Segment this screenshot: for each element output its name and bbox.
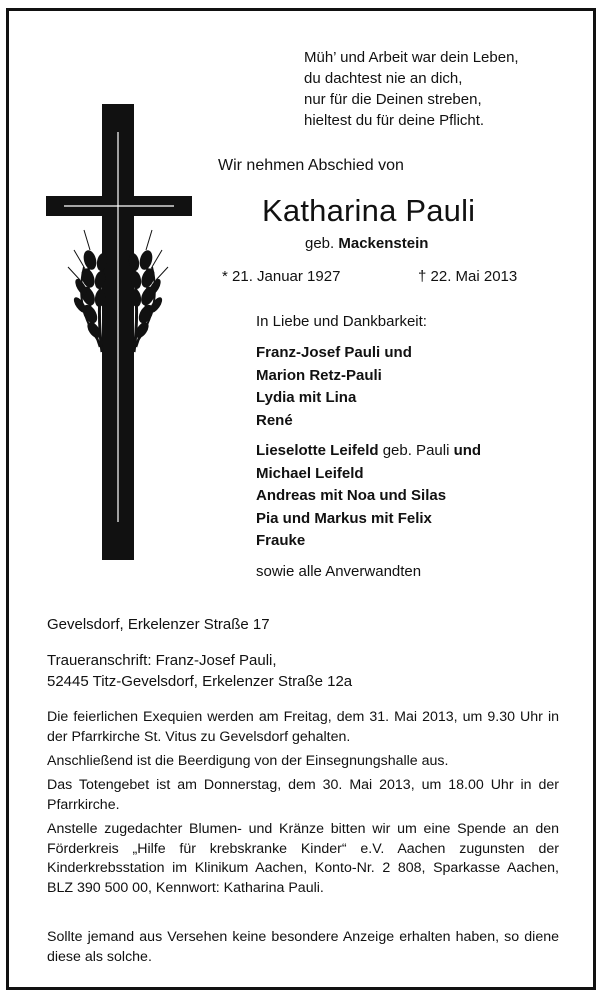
poem-line: Müh’ und Arbeit war dein Leben,	[304, 49, 519, 66]
mourner-name: Lieselotte Leifeld	[256, 442, 379, 459]
mourners-group-2	[256, 440, 481, 553]
home-address: Gevelsdorf, Erkelenzer Straße 17	[47, 616, 270, 633]
mourner-line: Pia und Markus mit Felix	[256, 509, 432, 527]
mourner-line: Andreas mit Noa und Silas	[256, 487, 447, 504]
cross-with-wheat-icon	[44, 102, 194, 562]
deceased-name: Katharina Pauli	[262, 193, 476, 228]
life-dates	[222, 268, 518, 285]
mourner-line: Franz-Josef Pauli und	[256, 344, 412, 361]
mourner-line: René	[256, 411, 293, 429]
funeral-mass-info: Die feierlichen Exequien werden am Freitag, dem 31. Mai 2013, um 9.30 Uhr in der Pfarrkirche St. Vitus zu Gevelsdorf gehalten.	[47, 709, 559, 745]
mourner-line: Michael Leifeld	[256, 464, 364, 482]
mourning-address	[47, 650, 352, 692]
maiden-name	[305, 235, 428, 252]
burial-info: Anschließend ist die Beerdigung von der Einsegnungshalle aus.	[47, 753, 449, 769]
death-date: † 22. Mai 2013	[418, 268, 518, 285]
mourner-line: Marion Retz-Pauli	[256, 366, 382, 384]
prayer-info: Das Totengebet ist am Donnerstag, dem 30. Mai 2013, um 18.00 Uhr in der Pfarrkirche.	[47, 777, 559, 813]
maiden-name-value: Mackenstein	[338, 235, 429, 252]
poem	[304, 47, 519, 131]
relatives-line: sowie alle Anverwandten	[256, 563, 422, 580]
mourner-maiden: geb. Pauli	[378, 442, 454, 459]
mourners-group-1	[256, 342, 412, 432]
maiden-name-prefix: geb.	[305, 235, 335, 252]
mourner-line	[256, 440, 481, 463]
birth-date: * 21. Januar 1927	[222, 268, 341, 285]
mourning-address-line: 52445 Titz-Gevelsdorf, Erkelenzer Straße 12a	[47, 673, 353, 690]
poem-line: nur für die Deinen streben,	[304, 91, 482, 108]
farewell-line: Wir nehmen Abschied von	[218, 157, 404, 174]
thanks-line: In Liebe und Dankbarkeit:	[256, 313, 427, 330]
mourning-address-line: Traueranschrift: Franz-Josef Pauli,	[47, 652, 277, 669]
mourner-conj: und	[453, 442, 482, 459]
poem-line: du dachtest nie an dich,	[304, 70, 463, 87]
mourner-line: Lydia mit Lina	[256, 389, 357, 406]
poem-line: hieltest du für deine Pflicht.	[304, 112, 485, 129]
mourner-line: Frauke	[256, 532, 306, 549]
donation-info: Anstelle zugedachter Blumen- und Kränze bitten wir um eine Spende an den Förderkreis „Hilfe für krebskranke Kinder“ e.V. Aachen zugunsten der Kinderkrebsstation im Klinikum Aachen, Konto-Nr. 2 808, Sparkasse Aachen, BLZ 390 500 00, Kennwort: Katharina Pauli.	[47, 821, 559, 896]
notice-info: Sollte jemand aus Versehen keine besondere Anzeige erhalten haben, so diene diese als solche.	[47, 929, 559, 965]
